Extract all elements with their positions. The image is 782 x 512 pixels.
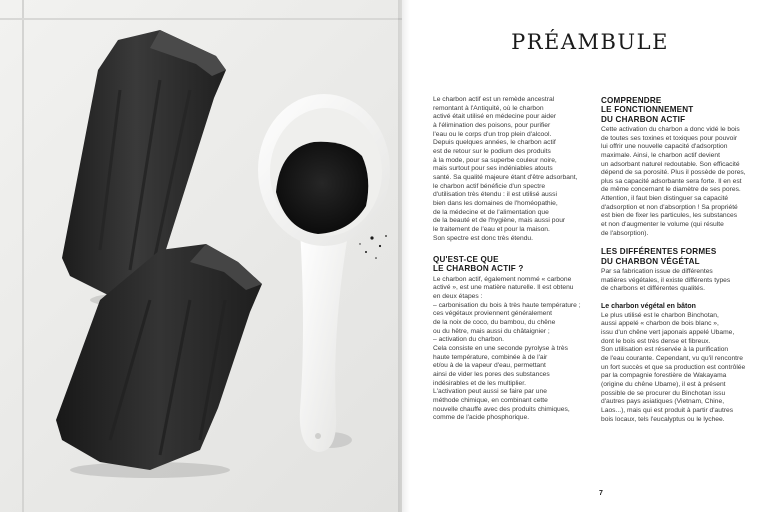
section-heading-how-it-works: COMPRENDRE LE FONCTIONNEMENT DU CHARBON ACTIF (601, 96, 694, 124)
book-gutter-shadow (398, 0, 410, 512)
section-heading-what-is: QU'EST-CE QUE LE CHARBON ACTIF ? (433, 255, 524, 274)
section-heading-forms: LES DIFFÉRENTES FORMES DU CHARBON VÉGÉTAL (601, 247, 717, 266)
intro-paragraph: Le charbon actif est un remède ancestral remontant à l'Antiquité, où le charbon activé était utilisé en médecine pour aider à l'élimination des poisons, pour purifier l'eau ou le corps d'un trop plein d'alcool. Depuis quelques années, le charbon actif est de retour sur le podium des produits à la mode, pour sa superbe couleur noire, mais surtout pour ses indéniables atouts santé. Sa qualité majeure étant d'être adsorbant, le charbon actif bénéficie d'un spectre d'utilisation très étendu : il est utilisé aussi bien dans les domaines de l'homéopathie, de la médecine et de l'alimentation que de la beauté et de l'hygiène, mais aussi pour le traitement de l'eau et pour la maison. Son spectre est donc très étendu. (433, 96, 578, 242)
paragraph-what-is: Le charbon actif, également nommé « carbone activé », est une matière naturelle. Il est obtenu en deux étapes : – carbonisation du bois à très haute température ; ces végétaux proviennent généralement de la noix de coco, du bambou, du chêne ou du hêtre, mais aussi du châtaignier ; – activation du charbon. Cela consiste en une seconde pyrolyse à très haute température, combinée à de l'air et/ou à de la vapeur d'eau, permettant ainsi de vider les pores des substances indésirables et de les multiplier. L'activation peut aussi se faire par une méthode chimique, en combinant cette nouvelle chauffe avec des produits chimiques, comme de l'acide phosphorique. (433, 275, 581, 422)
page-title: PRÉAMBULE (511, 30, 669, 54)
page-number: 7 (599, 490, 603, 497)
ceramic-spoon-with-charcoal-powder (258, 94, 390, 452)
paragraph-forms: Par sa fabrication issue de différentes matières végétales, il existe différents types de charbons et différentes qualités. (601, 268, 731, 293)
text-column-right (601, 96, 753, 424)
paragraph-how-it-works: Cette activation du charbon a donc vidé le bois de toutes ses toxines et toxiques pour pouvoir lui offrir une nouvelle capacité d'adsorption maximale. Ainsi, le charbon actif devient un adsorbant naturel redoutable. Son efficacité dépend de sa porosité. Plus il possède de pores, plus sa capacité adsorbante sera forte. Il en est de même concernant le diamètre de ses pores. Attention, il faut bien distinguer sa capacité d'adsorption et non d'absorption ! Sa propriété est bien de fixer les particules, les substances et non d'augmenter le volume (qui résulte de l'absorption). (601, 125, 746, 237)
text-column-left (433, 96, 581, 423)
paragraph-charcoal-stick: Le plus utilisé est le charbon Binchotan, aussi appelé « charbon de bois blanc », issu d'un chêne vert japonais appelé Ubame, dont le bois est très dense et fibreux. Son utilisation est réservée à la purification de l'eau courante. Cependant, vu qu'il rencontre un fort succès et que sa production est contrôlée par la compagnie forestière de Wakayama (origine du chêne Ubame), il est à présent possible de se procurer du Binchotan issu d'autres pays asiatiques (Vietnam, Chine, Laos...), mais qui est produit à partir d'autres bois locaux, tels l'eucalyptus ou le lychee. (601, 311, 746, 423)
subheading-charcoal-stick: Le charbon végétal en bâton (601, 302, 696, 310)
